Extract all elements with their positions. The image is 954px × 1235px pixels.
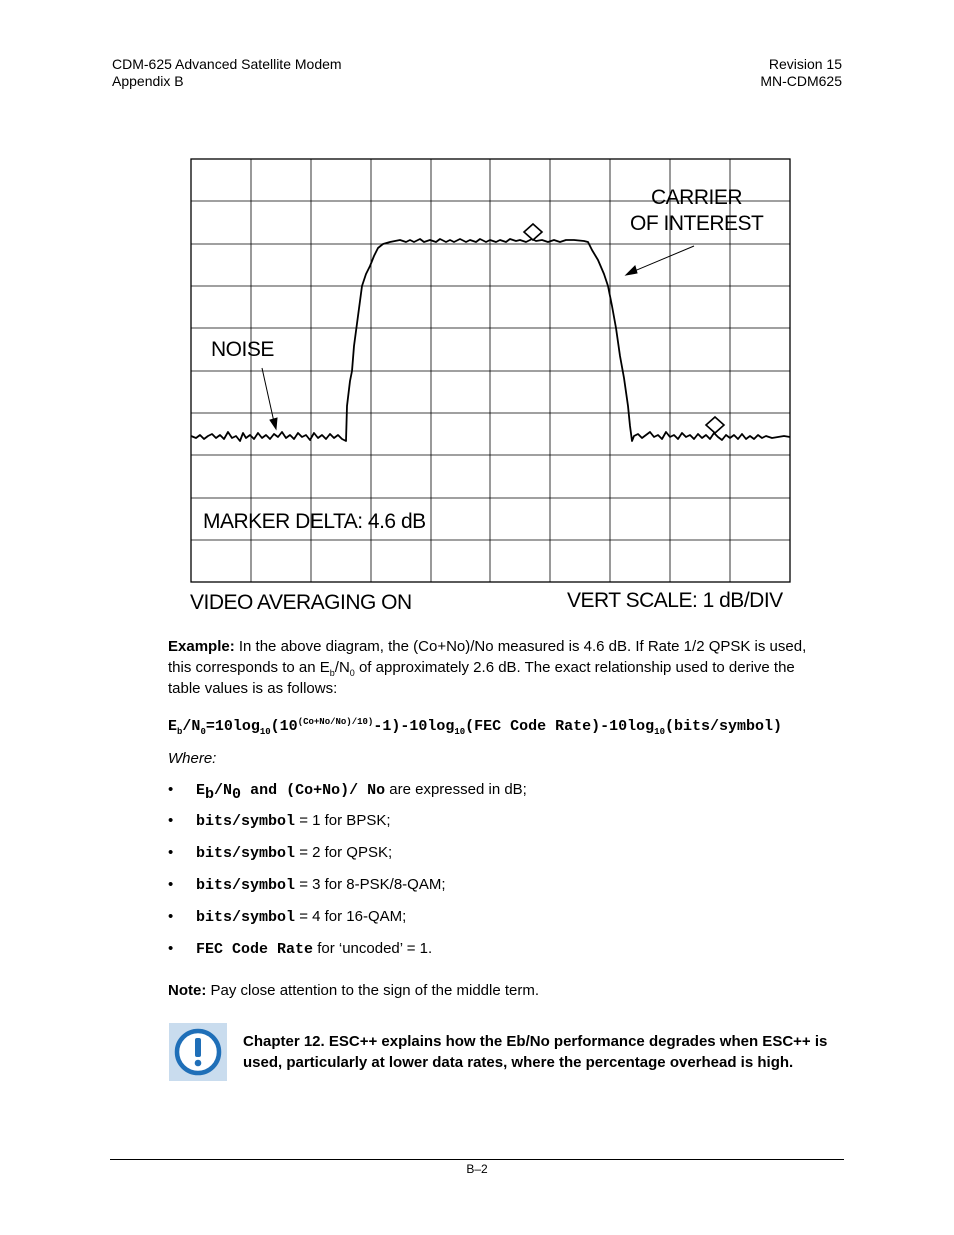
bullet-item [168,843,392,864]
example-bold: Example: [168,638,235,655]
bullet-dot: • [168,812,174,829]
formula-sub-b: b [177,727,183,737]
bullet-mono: FEC Code Rate [196,941,314,958]
bullet-dot: • [168,844,174,861]
example-line1: In the above diagram, the (Co+No)/No measured is 4.6 dB. If Rate 1/2 QPSK is used, [234,638,807,655]
formula-sub-10a: 10 [259,727,271,737]
bullet-mono: E [196,782,206,799]
example-sub-b: b [329,668,335,678]
bullet-sub-b: b [205,786,215,803]
carrier-arrow [626,246,694,275]
callout-line1: Chapter 12. ESC++ explains how the Eb/No performance degrades when ESC++ is [243,1033,828,1050]
formula-sub-10b: 10 [454,727,466,737]
formula-rest3: (bits/symbol) [664,718,783,735]
bullet-text: for ‘uncoded’ = 1. [313,940,433,957]
formula-exponent: (Co+No/No)/10) [297,717,374,727]
footer-divider [110,1159,844,1160]
header-left [112,56,342,90]
doc-title: CDM-625 Advanced Satellite Modem [112,56,342,72]
note-text: Pay close attention to the sign of the middle term. [206,982,540,999]
formula-sub-0: 0 [200,727,206,737]
doc-section: Appendix B [112,73,184,89]
bullet-item [168,875,446,896]
bullet-item [168,907,406,928]
bullet-mono: bits/symbol [196,877,296,894]
bullet-item [168,780,527,801]
bullet-mono2: /N [214,782,233,799]
note-bold: Note: [168,982,207,999]
header-right [760,56,842,90]
formula-rest2: (FEC Code Rate)-10log [465,718,655,735]
where-label: Where: [168,750,217,767]
marker-diamond-carrier [524,224,542,240]
doc-number: MN-CDM625 [760,73,842,89]
video-averaging-label: VIDEO AVERAGING ON [190,591,412,614]
bullet-mono3: and (Co+No)/ No [241,782,386,799]
example-line2a: this corresponds to an E [168,659,330,676]
callout-text [243,1031,843,1073]
bullet-mono: bits/symbol [196,813,296,830]
page-number: B–2 [466,1162,488,1176]
noise-label: NOISE [211,338,274,361]
bullet-text: are expressed in dB; [385,781,527,798]
bullet-mono: bits/symbol [196,909,296,926]
example-paragraph [168,636,848,699]
marker-diamond-noise [706,417,724,433]
noise-arrow [262,368,277,429]
formula-rest1: -1)-10log [373,718,455,735]
carrier-label-line1: CARRIER [651,186,743,209]
example-line3: table values is as follows: [168,680,338,697]
bullet-text: = 2 for QPSK; [295,844,393,861]
bullet-mono: bits/symbol [196,845,296,862]
bullet-item [168,811,391,832]
formula [168,718,782,735]
bullet-text: = 3 for 8-PSK/8-QAM; [295,876,446,893]
note-paragraph [168,980,539,1001]
bullet-item [168,939,432,960]
example-sub-0: 0 [349,668,355,678]
vert-scale-label: VERT SCALE: 1 dB/DIV [567,589,783,612]
formula-e: E [168,718,178,735]
bullet-dot: • [168,876,174,893]
bullet-dot: • [168,781,174,798]
callout-line2: used, particularly at lower data rates, where the percentage overhead is high. [243,1054,794,1071]
doc-revision: Revision 15 [768,56,842,72]
formula-eq: =10log [205,718,260,735]
formula-n: /N [182,718,201,735]
bullet-dot: • [168,908,174,925]
bullet-text: = 1 for BPSK; [295,812,391,829]
carrier-label-line2: OF INTEREST [630,212,764,235]
formula-sub-10c: 10 [654,727,665,737]
bullet-sub-0: 0 [232,786,242,803]
bullet-text: = 4 for 16-QAM; [295,908,407,925]
example-line2c: /N [334,659,350,676]
exclamation-circle-icon [169,1023,227,1081]
formula-p1: (10 [270,718,298,735]
spectrum-trace [191,239,790,441]
marker-delta-label: MARKER DELTA: 4.6 dB [203,510,426,533]
callout-icon-box [169,1023,227,1081]
example-line2e: of approximately 2.6 dB. The exact relationship used to derive the [354,659,795,676]
bullet-dot: • [168,940,174,957]
